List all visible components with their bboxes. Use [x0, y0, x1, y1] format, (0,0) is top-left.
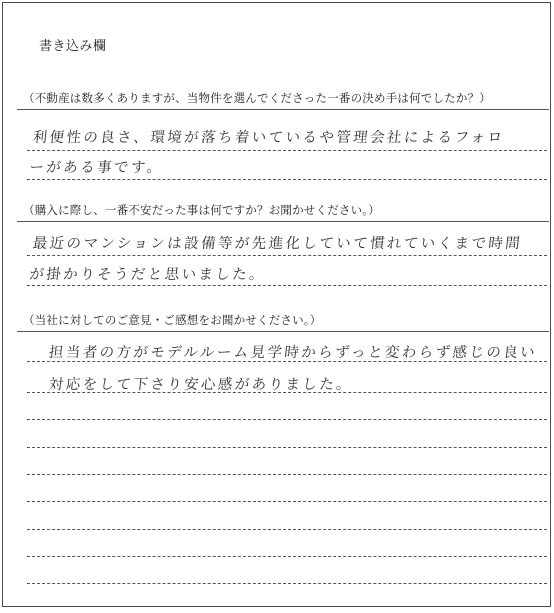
divider [17, 109, 549, 110]
answer-line [27, 529, 547, 530]
question-3-answer-line-2: 対応をして下さり安心感がありました。 [48, 377, 354, 393]
question-2-answer: 最近のマンションは設備等が先進化していて慣れていくまで時間が掛かりそうだと思いました。 [28, 236, 523, 283]
comment-sheet [2, 2, 551, 607]
answer-line [27, 285, 547, 286]
question-2-prompt: （購入に際し、一番不安だった事は何ですか？お聞かせください。） [23, 203, 380, 217]
divider [17, 221, 549, 222]
answer-line [27, 361, 547, 362]
question-3-answer-line-1: 担当者の方がモデルルーム見学時からずっと変わらず感じの良い [48, 345, 538, 361]
question-1-prompt: （不動産は数多くありますが、当物件を選んでくださった一番の決め手は何でしたか？） [23, 91, 491, 105]
answer-line [27, 556, 547, 557]
question-1-answer: 利便性の良さ、環境が落ち着いているや管理会社によるフォローがある事です。 [28, 130, 506, 176]
divider [17, 331, 549, 332]
answer-line [27, 419, 547, 420]
answer-line [27, 255, 547, 256]
answer-line [27, 447, 547, 448]
answer-line [27, 392, 547, 393]
sheet-title: 書き込み欄 [39, 39, 107, 54]
answer-line [27, 474, 547, 475]
answer-line [27, 150, 547, 151]
answer-line [27, 583, 547, 584]
answer-line [27, 179, 547, 180]
answer-line [27, 501, 547, 502]
question-3-prompt: （当社に対してのご意見・ご感想をお聞かせください。） [23, 313, 322, 327]
